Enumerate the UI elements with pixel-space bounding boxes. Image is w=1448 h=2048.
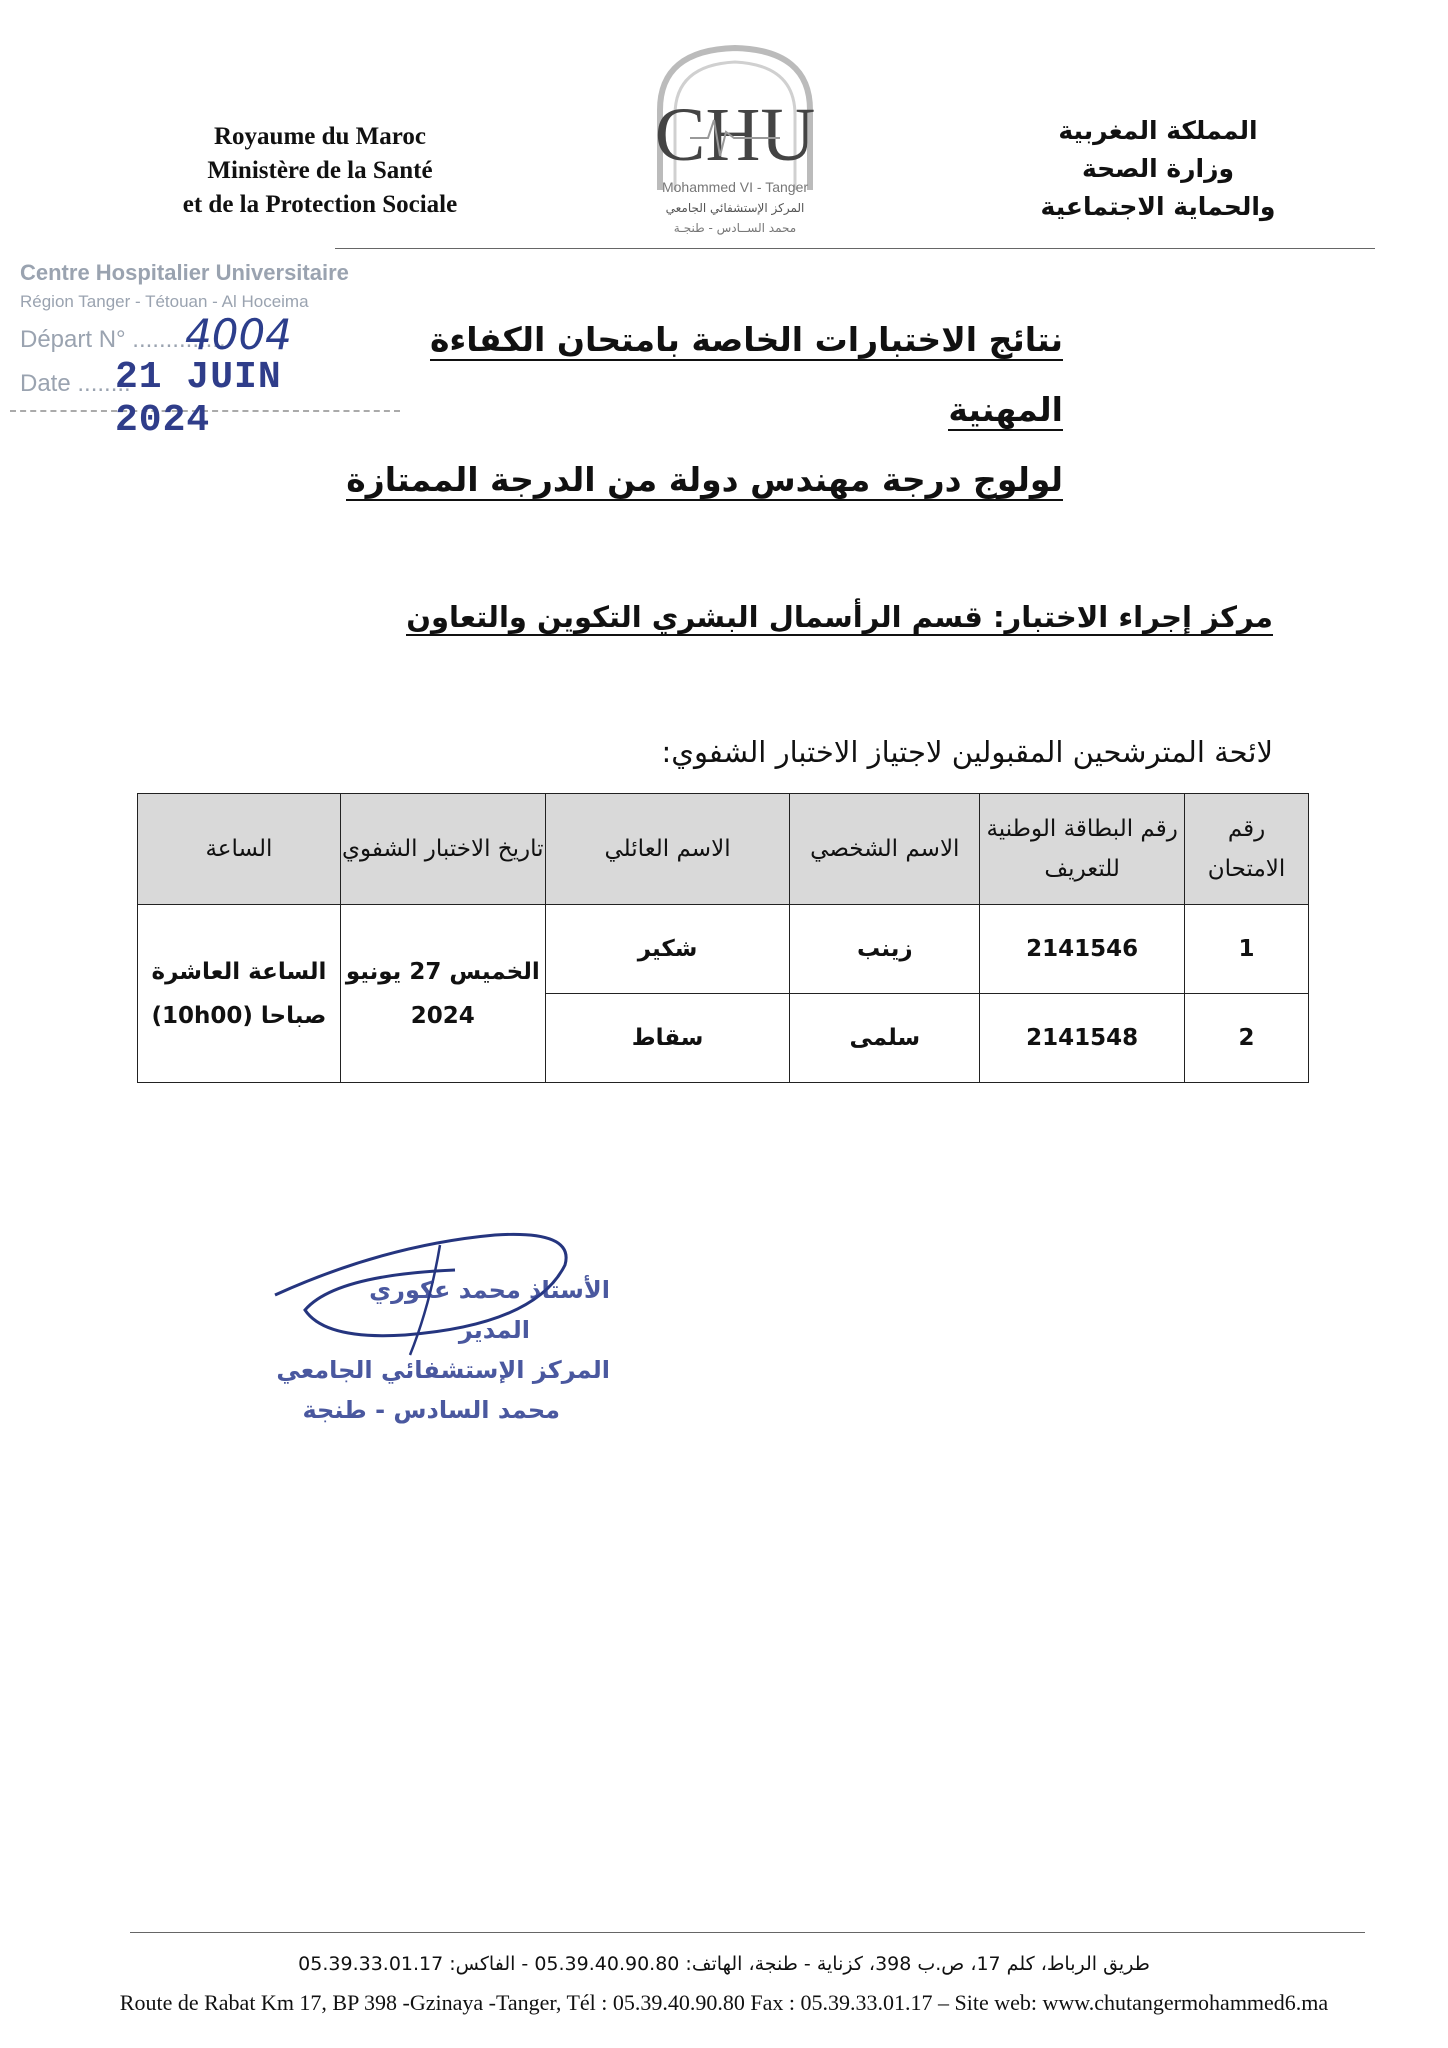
signature-city: محمد السادس - طنجة: [302, 1396, 560, 1424]
table-row: [138, 905, 1309, 994]
signature-role: المدير: [458, 1316, 530, 1344]
list-title: لائحة المترشحين المقبولين لاجتياز الاختبار الشفوي:: [661, 735, 1273, 769]
signature-name: الأستاذ محمد عكوري: [369, 1276, 610, 1304]
title-line-1: نتائج الاختبارات الخاصة بامتحان الكفاءة المهنية: [429, 320, 1063, 429]
fr-line-kingdom: Royaume du Maroc: [213, 123, 427, 150]
fr-line-protection: et de la Protection Sociale: [182, 191, 458, 218]
cell-first-name: سلمى: [790, 994, 980, 1083]
header-time: الساعة: [138, 794, 341, 905]
cell-cin: 2141546: [980, 905, 1185, 994]
header-divider: [335, 248, 1375, 249]
header-first-name: الاسم الشخصي: [790, 794, 980, 905]
header-last-name: الاسم العائلي: [545, 794, 790, 905]
footer-divider: [130, 1932, 1365, 1933]
stamp-line-3: Départ N° ..............: [20, 326, 226, 353]
stamp-number: 4004: [185, 310, 292, 359]
signature-block: [240, 1270, 610, 1430]
header-oral-date: تاريخ الاختبار الشفوي: [340, 794, 545, 905]
exam-center-text: مركز إجراء الاختبار: قسم الرأسمال البشري التكوين والتعاون: [406, 600, 1273, 634]
stamp-line-2: Région Tanger - Tétouan - Al Hoceima: [20, 292, 309, 311]
header-exam-no: رقم الامتحان: [1185, 794, 1309, 905]
cell-first-name: زينب: [790, 905, 980, 994]
departure-stamp: [10, 260, 400, 442]
cell-time: الساعة العاشرة صباحا (10h00): [138, 905, 341, 1083]
chu-logo-graphic: [620, 40, 850, 240]
logo-mark: CHU: [654, 93, 816, 177]
header-french: [140, 120, 500, 222]
ar-line-protection: والحماية الاجتماعية: [1040, 192, 1276, 221]
logo-line-3: محمد الســادس - طنجـة: [673, 221, 797, 235]
signature-org: المركز الإستشفائي الجامعي: [276, 1356, 610, 1384]
title-line-2: لولوج درجة مهندس دولة من الدرجة الممتازة: [346, 460, 1063, 499]
table-header-row: [138, 794, 1309, 905]
results-table: [137, 793, 1309, 1083]
stamp-date: 21 JUIN 2024: [115, 356, 282, 442]
cell-oral-date: الخميس 27 يونيو 2024: [340, 905, 545, 1083]
cell-exam-no: 2: [1185, 994, 1309, 1083]
cell-exam-no: 1: [1185, 905, 1309, 994]
footer-french: Route de Rabat Km 17, BP 398 -Gzinaya -Tanger, Tél : 05.39.40.90.80 Fax : 05.39.33.01.17 – Site web: www.chutangermohammed6.ma: [119, 1990, 1329, 2015]
ar-line-ministry: وزارة الصحة: [1081, 154, 1235, 183]
cell-last-name: سقاط: [545, 994, 790, 1083]
footer-arabic: طريق الرباط، كلم 17، ص.ب 398، كزناية - طنجة، الهاتف: 05.39.40.90.80 - الفاكس: 05.39.33.01.17: [298, 1953, 1150, 1975]
exam-center: [373, 600, 1273, 634]
cell-last-name: شكير: [545, 905, 790, 994]
stamp-line-1: Centre Hospitalier Universitaire: [20, 260, 349, 285]
ar-line-kingdom: المملكة المغربية: [1058, 116, 1258, 145]
fr-line-ministry: Ministère de la Santé: [207, 157, 433, 184]
header-cin: رقم البطاقة الوطنية للتعريف: [980, 794, 1185, 905]
document-title: [343, 305, 1063, 515]
chu-logo: [620, 40, 850, 240]
cell-cin: 2141548: [980, 994, 1185, 1083]
stamp-line-4: Date ........: [20, 370, 131, 397]
logo-line-2: المركز الإستشفائي الجامعي: [665, 201, 805, 215]
logo-line-1: Mohammed VI - Tanger: [661, 179, 809, 195]
header-arabic: [998, 112, 1318, 226]
